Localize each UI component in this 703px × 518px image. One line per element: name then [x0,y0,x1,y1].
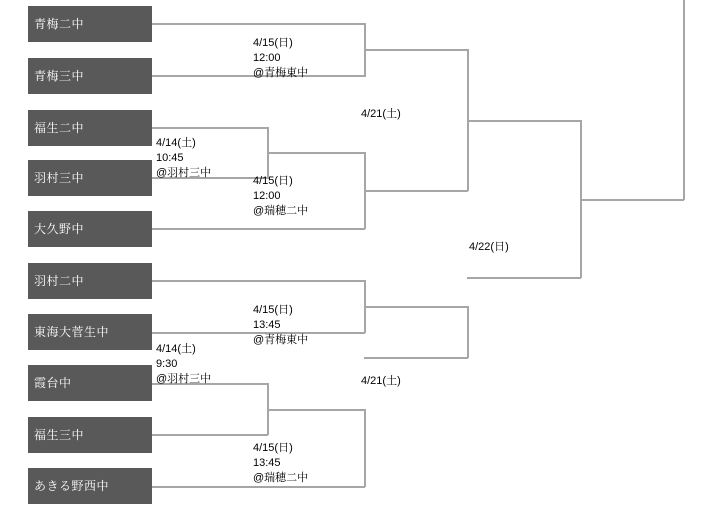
team-name: 青梅二中 [34,17,85,31]
match-info [253,36,308,81]
team-box [28,110,152,146]
bracket-connector-line [364,409,366,487]
bracket-connector-line [364,49,468,51]
bracket-connector-line [467,120,581,122]
team-box [28,468,152,504]
bracket-connector-line [580,199,684,201]
match-date: 4/14(土) [156,343,196,355]
team-name: 青梅三中 [34,69,85,83]
bracket-connector-line [364,306,468,308]
bracket-connector-line [467,306,469,358]
match-venue: @羽村三中 [156,373,212,385]
bracket-connector-line [267,409,277,411]
team-box [28,58,152,94]
team-name: 東海大菅生中 [34,325,110,339]
bracket-connector-line [267,152,277,154]
bracket-connector-line [152,127,268,129]
team-box [28,160,152,196]
bracket-connector-line [683,0,685,200]
match-info [156,136,211,181]
team-box [28,211,152,247]
team-name: あきる野西中 [34,479,110,493]
bracket-connector-line [152,228,365,230]
bracket-connector-line [152,280,365,282]
match-info [253,441,308,486]
bracket-connector-line [364,190,468,192]
match-info [253,174,308,219]
team-name: 羽村三中 [34,171,85,185]
match-venue: @青梅東中 [253,67,309,79]
bracket-connector-line [467,277,581,279]
match-time: 12:00 [253,52,281,64]
round-date-label: 4/22(日) [469,241,509,253]
round-date-label: 4/21(土) [361,375,401,387]
round-date-label: 4/21(土) [361,108,401,120]
team-name: 羽村二中 [34,274,85,288]
match-time: 12:00 [253,190,281,202]
team-box [28,314,152,350]
match-date: 4/15(日) [253,304,293,316]
bracket-connector-line [277,409,365,411]
match-time: 9:30 [156,358,178,370]
match-date: 4/15(日) [253,442,293,454]
team-name: 霞台中 [34,376,72,390]
match-date: 4/15(日) [253,175,293,187]
team-name: 福生三中 [34,428,85,442]
match-time: 10:45 [156,152,184,164]
bracket-connector-line [152,434,268,436]
team-box [28,263,152,299]
match-date: 4/14(土) [156,137,196,149]
match-info [156,342,211,387]
match-time: 13:45 [253,457,281,469]
match-time: 13:45 [253,319,281,331]
match-venue: @瑞穂二中 [253,205,309,217]
match-venue: @羽村三中 [156,167,212,179]
bracket-connector-line [152,23,365,25]
match-date: 4/15(日) [253,37,293,49]
bracket-connector-line [152,486,365,488]
team-box [28,417,152,453]
team-box [28,6,152,42]
team-name: 大久野中 [34,222,85,236]
team-name: 福生二中 [34,121,85,135]
bracket-connector-line [277,152,365,154]
match-info [253,303,308,348]
match-venue: @青梅東中 [253,334,309,346]
bracket-connector-line [364,357,468,359]
match-venue: @瑞穂二中 [253,472,309,484]
team-box [28,365,152,401]
